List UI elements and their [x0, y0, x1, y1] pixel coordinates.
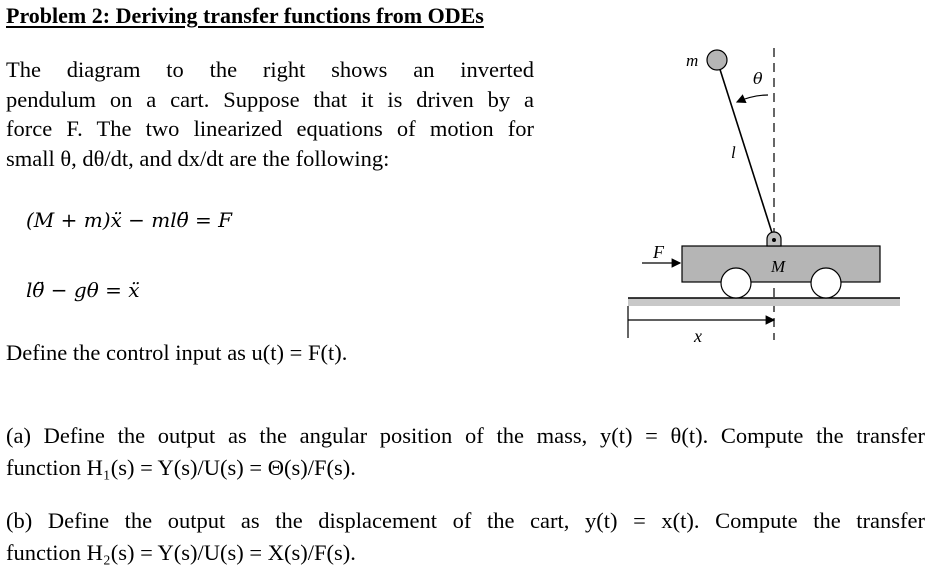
pivot-pin — [772, 238, 776, 242]
intro-line: small θ, dθ/dt, and dx/dt are the following: — [6, 145, 390, 171]
mass-label: m — [686, 51, 699, 70]
ground — [628, 298, 900, 306]
problem-title: Problem 2: Deriving transfer functions from ODEs — [6, 3, 484, 28]
angle-arc — [737, 95, 768, 102]
pendulum-mass — [707, 50, 727, 70]
angle-label: θ — [753, 69, 763, 88]
cart-wheel-right — [811, 268, 841, 298]
cart-wheel-left — [721, 268, 751, 298]
intro-line: The diagram to the right shows an inverted — [6, 57, 534, 82]
intro-line: pendulum on a cart. Suppose that it is driven by a — [6, 86, 534, 112]
cart-label: M — [771, 257, 786, 276]
part-b-line: function H₂(s) = Y(s)/U(s) = X(s)/F(s). — [6, 540, 356, 565]
inverted-pendulum-diagram — [620, 40, 910, 345]
pendulum-rod — [717, 60, 774, 239]
force-label: F — [653, 242, 664, 262]
intro-paragraph — [6, 55, 534, 173]
length-label: l — [731, 143, 736, 162]
equation-cart: (M + m)ẍ − mlθ̈ = F — [26, 208, 233, 232]
part-a — [6, 420, 925, 484]
intro-line: force F. The two linearized equations of motion for — [6, 116, 534, 141]
part-a-line: (a) Define the output as the angular position of the mass, y(t) = θ(t). Compute the transfer — [6, 423, 925, 448]
displacement-label: x — [694, 326, 702, 345]
equation-pendulum: lθ̈ − gθ = ẍ — [26, 278, 140, 302]
part-b-line: (b) Define the output as the displacement of the cart, y(t) = x(t). Compute the transfer — [6, 508, 925, 533]
part-b — [6, 505, 925, 569]
part-a-line: function H₁(s) = Y(s)/U(s) = Θ(s)/F(s). — [6, 455, 356, 480]
control-input-definition: Define the control input as u(t) = F(t). — [6, 340, 348, 365]
